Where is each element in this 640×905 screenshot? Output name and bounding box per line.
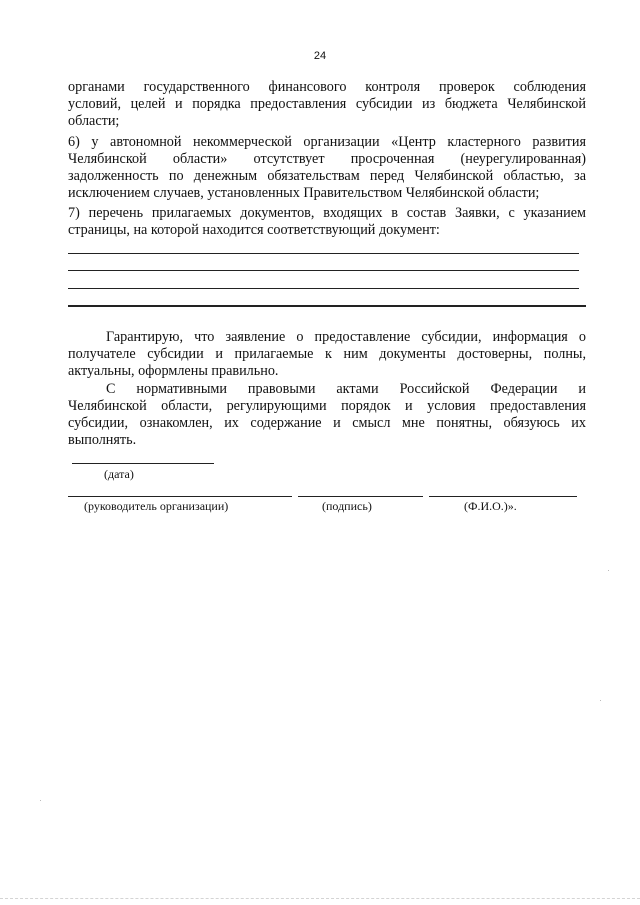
text-line: органами государственного финансового контроля проверок соблюдения [68,79,586,95]
text-line: субсидии, ознакомлен, их содержание и смысл мне понятны, обязуюсь их [68,415,586,431]
text-line: 7) перечень прилагаемых документов, входящих в состав Заявки, с указанием [68,205,586,221]
text-line: актуальны, оформлены правильно. [68,363,279,379]
signature-caption: (подпись) [322,499,372,513]
head-caption: (руководитель организации) [84,499,229,513]
date-line [72,463,214,464]
head-line [68,496,292,497]
item-6-paragraph [68,134,586,202]
document-list-line [68,288,579,289]
text-line: задолженность по денежным обязательствам перед Челябинской областью, за [68,168,586,184]
scan-edge [0,898,640,899]
scan-speck [40,800,41,801]
guarantee-paragraph [68,329,586,380]
continuation-paragraph [68,79,586,130]
text-line: получателе субсидии и прилагаемые к ним документы достоверны, полны, [68,346,586,362]
page-number: 24 [313,50,327,62]
document-list-line [68,270,579,271]
signature-line [298,496,423,497]
date-caption: (дата) [104,467,134,481]
scan-speck [608,570,609,571]
text-line: С нормативными правовыми актами Российской Федерации и [106,381,586,397]
text-line: выполнять. [68,432,137,448]
text-line: исключением случаев, установленных Правительством Челябинской области; [68,185,540,201]
text-line: 6) у автономной некоммерческой организации «Центр кластерного развития [68,134,586,150]
text-line: условий, целей и порядка предоставления субсидии из бюджета Челябинской [68,96,586,112]
scan-speck [600,700,601,701]
section-divider [68,305,586,307]
item-7-paragraph [68,205,586,239]
text-line: области; [68,113,120,129]
text-line: Гарантирую, что заявление о предоставление субсидии, информация о [106,329,586,345]
text-line: страницы, на которой находится соответствующий документ: [68,222,440,238]
document-list-line [68,253,579,254]
name-caption: (Ф.И.О.)». [464,499,517,513]
acknowledgement-paragraph [68,381,586,449]
text-line: Челябинской области» отсутствует просроченная (неурегулированная) [68,151,586,167]
text-line: Челябинской области, регулирующими порядок и условия предоставления [68,398,586,414]
name-line [429,496,577,497]
